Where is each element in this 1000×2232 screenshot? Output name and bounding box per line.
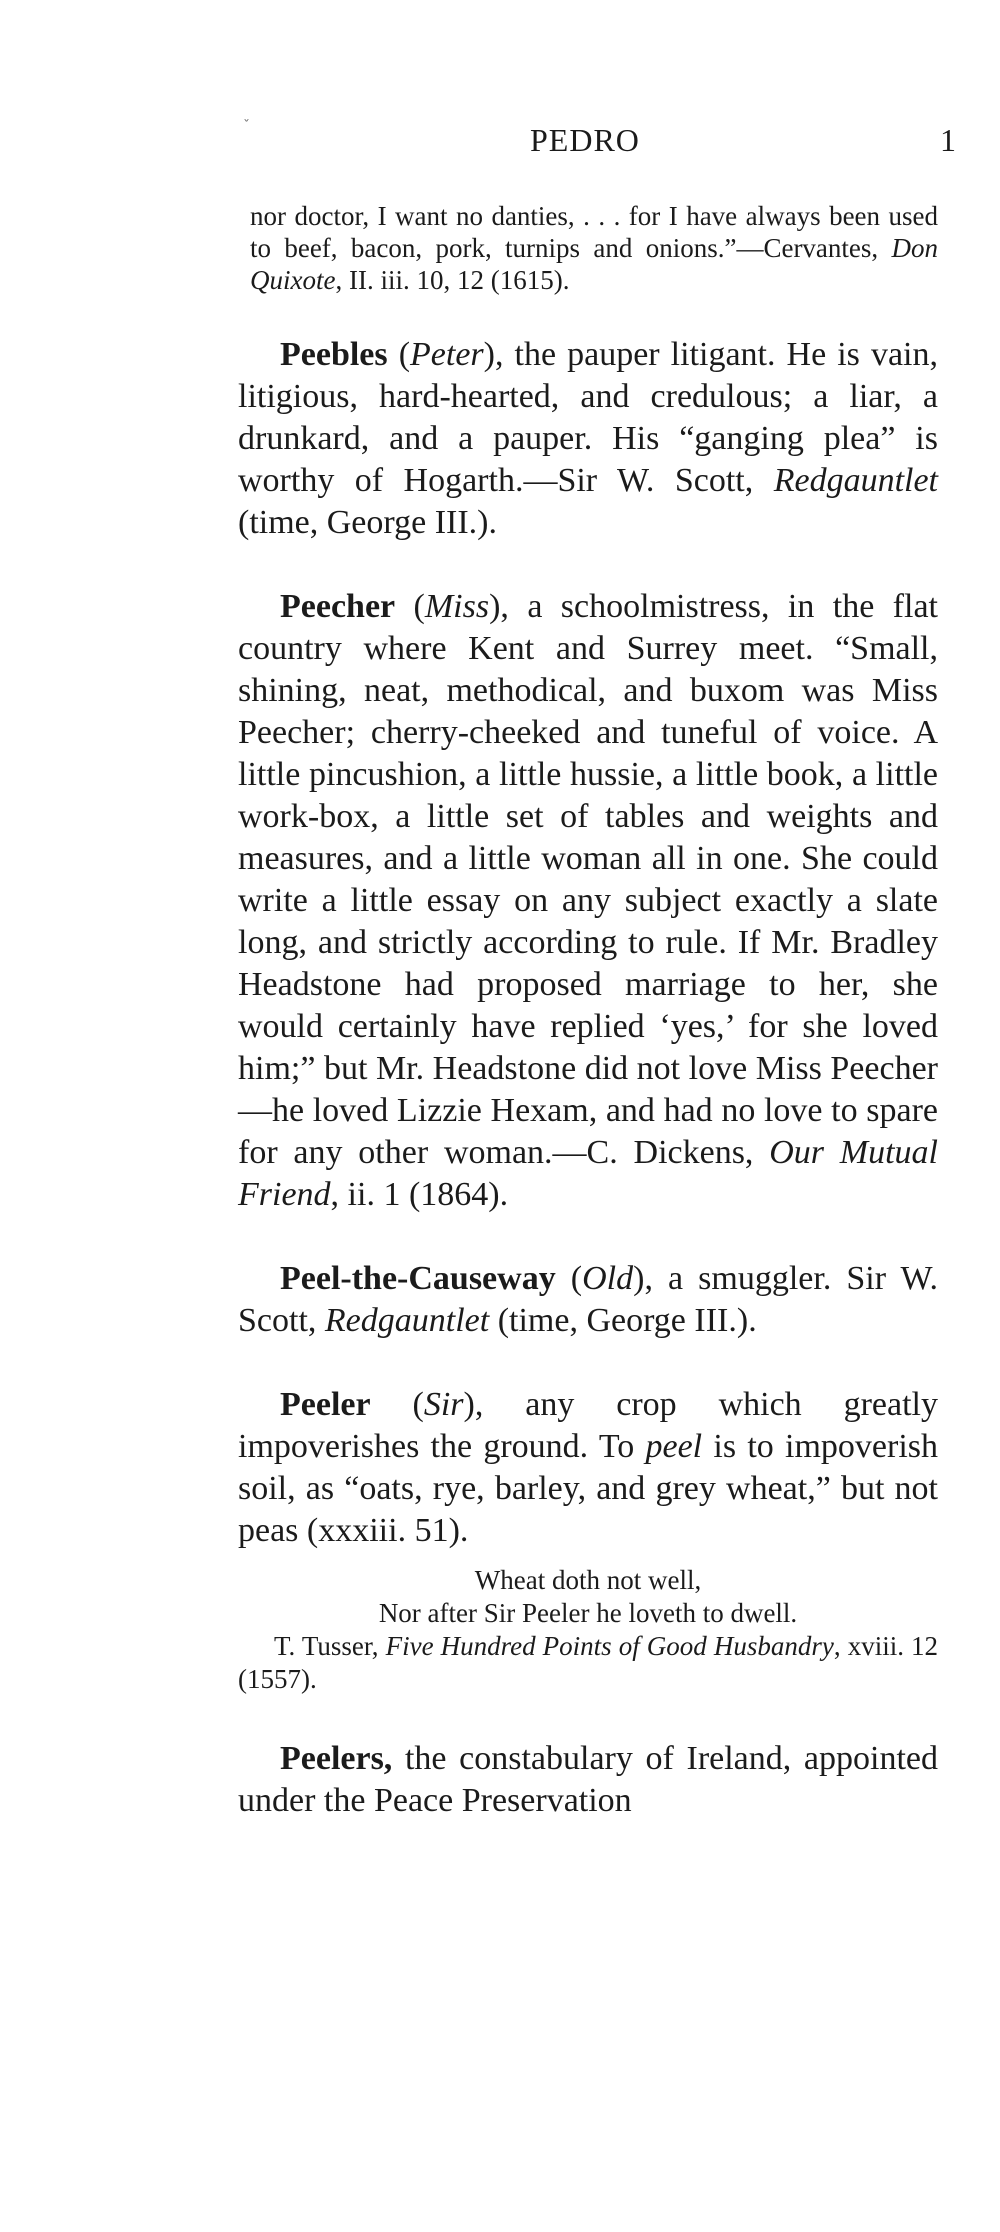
qualifier: Miss [424, 588, 490, 625]
work-title: Don Quixote [250, 233, 938, 295]
work-title: Our Mutual Friend [238, 1134, 939, 1213]
entry-body-continued: is to impoverish soil, as “oats, rye, barley, and grey wheat,” but not peas (xxxiii. 51). [238, 1428, 939, 1549]
work-title: Redgauntlet [773, 462, 938, 499]
work-title: Redgauntlet [324, 1302, 490, 1339]
text-column [238, 200, 938, 1864]
entry-body: the constabulary of Ireland, appointed under the Peace Preservation [238, 1740, 938, 1819]
work-title: Five Hundred Points of Good Husbandry [385, 1631, 834, 1661]
reference: , II. iii. 10, 12 (1615). [335, 265, 570, 295]
page-number: 1 [940, 122, 956, 158]
reference: , ii. 1 (1864). [330, 1176, 509, 1213]
qualifier: Sir [423, 1386, 464, 1423]
reference: (time, George III.). [238, 504, 497, 541]
italic-term: peel [645, 1428, 703, 1465]
entry-body: , any crop which greatly impoverishes the ground. To [238, 1386, 938, 1465]
entry-body: , the pauper litigant. He is vain, litigious, hard-hearted, and credulous; a liar, a drunkard, and a pauper. His “ganging plea” is worthy of Hogarth.—Sir W. Scott, [238, 336, 938, 499]
verse-line: Wheat doth not well, [474, 1565, 702, 1595]
stray-mark: ˇ [243, 118, 250, 134]
reference: , xviii. 12 (1557). [238, 1631, 939, 1694]
headword: Peecher [280, 588, 396, 625]
headword: Peel-the-Causeway [280, 1260, 556, 1297]
headword: Peebles [280, 336, 388, 373]
continued-paragraph [250, 200, 938, 296]
running-head: PEDRO [530, 122, 640, 158]
entry-body: , a schoolmistress, in the flat country where Kent and Surrey meet. “Small, shining, neat, methodical, and buxom was Miss Peecher; cherry-cheeked and tuneful of voice. A little pincushion, a little hussie, a little book, a little work-box, a little set of tables and weights and measures, and a little woman all in one. She could write a little essay on any subject exactly a slate long, and strictly according to rule. If Mr. Bradley Headstone had proposed marriage to her, she would certainly have replied ‘yes,’ for she loved him;” but Mr. Headstone did not love Miss Peecher—he loved Lizzie Hexam, and had no love to spare for any other woman.—C. Dickens, [238, 588, 938, 1171]
entry-peel-the-causeway: Peel-the-Causeway (Old), a smuggler. Sir W. Scott, Redgauntlet (time, George III.). [238, 1260, 938, 1339]
headword: Peeler [280, 1386, 371, 1423]
headword: Peelers, [280, 1740, 393, 1777]
verse-quotation [238, 1564, 938, 1630]
reference: (time, George III.). [489, 1302, 757, 1339]
entry-peebles: Peebles (Peter), the pauper litigant. He is vain, litigious, hard-hearted, and credulous; a liar, a drunkard, and a pauper. His “ganging plea” is worthy of Hogarth.—Sir W. Scott, Redgauntlet (time, George III.). [238, 336, 938, 541]
entry-peelers [238, 1738, 938, 1822]
qualifier: Old [582, 1260, 634, 1297]
qualifier: Peter [410, 336, 484, 373]
entry-body: , a smuggler. Sir W. Scott, [238, 1260, 938, 1339]
verse-line: Nor after Sir Peeler he loveth to dwell. [378, 1598, 798, 1628]
entry-peecher: Peecher (Miss), a schoolmistress, in the flat country where Kent and Surrey meet. “Small, shining, neat, methodical, and buxom was Miss Peecher; cherry-cheeked and tuneful of voice. A little pincushion, a little hussie, a little book, a little work-box, a little set of tables and weights and measures, and a little woman all in one. She could write a little essay on any subject exactly a slate long, and strictly according to rule. If Mr. Bradley Headstone had proposed marriage to her, she would certainly have replied ‘yes,’ for she loved him;” but Mr. Headstone did not love Miss Peecher—he loved Lizzie Hexam, and had no love to spare for any other woman.—C. Dickens, Our Mutual Friend, ii. 1 (1864). [238, 588, 939, 1213]
verse-citation [238, 1630, 938, 1696]
citation-author: T. Tusser, [274, 1631, 386, 1661]
continued-text: nor doctor, I want no danties, . . . for I have always been used to beef, bacon, pork, turnips and onions.”—Cervantes, [250, 201, 938, 263]
entry-peeler: Peeler (Sir), any crop which greatly impoverishes the ground. To peel is to impoverish soil, as “oats, rye, barley, and grey wheat,” but not peas (xxxiii. 51). [238, 1386, 939, 1549]
